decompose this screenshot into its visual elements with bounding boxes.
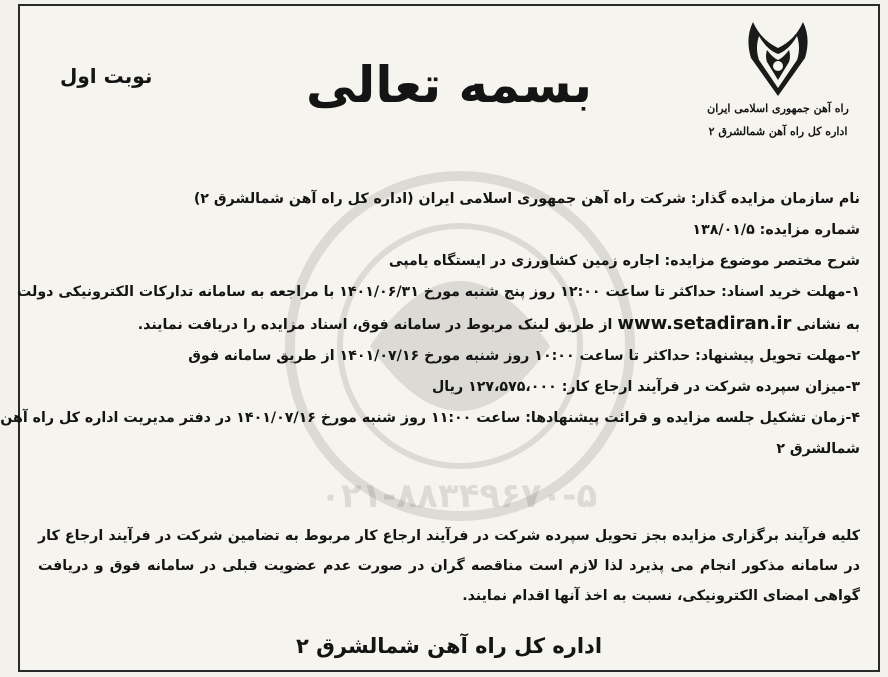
- page-title: بسمه تعالی: [305, 56, 593, 114]
- setadiran-link[interactable]: www.setadiran.ir: [617, 313, 792, 334]
- logo-org-name: راه آهن جمهوری اسلامی ایران: [707, 102, 849, 115]
- logo-department: اداره کل راه آهن شمالشرق ۲: [708, 125, 848, 138]
- item1-continuation: [38, 308, 860, 341]
- item4-line: ۴-زمان تشکیل جلسه مزایده و قرائت پیشنهادها: ساعت ۱۱:۰۰ روز شنبه مورخ ۱۴۰۱/۰۷/۱۶ در دفتر مدیریت اداره کل راه آهن: [0, 410, 860, 426]
- auction-details: [0, 184, 860, 465]
- item1-line: ۱-مهلت خرید اسناد: حداکثر تا ساعت ۱۲:۰۰ روز پنج شنبه مورخ ۱۴۰۱/۰۶/۳۱ با مراجعه به سامانه تدارکات الکترونیکی دولت: [16, 284, 860, 300]
- footer-signature: اداره کل راه آهن شمالشرق ۲: [295, 634, 603, 658]
- item2-line: ۲-مهلت تحویل پیشنهاد: حداکثر تا ساعت ۱۰:۰۰ روز شنبه مورخ ۱۴۰۱/۰۷/۱۶ از طریق سامانه فوق: [188, 348, 860, 364]
- watermark-phone: ۰۲۱-۸۸۳۴۹۶۷۰-۵: [320, 476, 598, 516]
- publication-round: نوبت اول: [60, 64, 153, 88]
- closing-paragraph: کلیه فرآیند برگزاری مزایده بجز تحویل سپرده شرکت در فرآیند ارجاع کار مربوط به تضامین شرکت در فرآیند ارجاع کار در سامانه مذکور انجام می پذیرد لذا لازم است مناقصه گران در صورت عدم عضویت قبلی در سامانه فوق و دریافت گواهی امضای الکترونیکی، نسبت به اخذ آنها اقدام نمایند.: [38, 528, 860, 604]
- item3-line: ۳-میزان سپرده شرکت در فرآیند ارجاع کار: ۱۲۷،۵۷۵،۰۰۰ ریال: [431, 379, 860, 395]
- auction-number-line: شماره مزایده: ۱۳۸/۰۱/۵: [692, 222, 860, 238]
- advertisement-page: [0, 4, 880, 672]
- item1-prefix: به نشانی: [796, 317, 860, 333]
- organizer-line: نام سازمان مزایده گذار: شرکت راه آهن جمهوری اسلامی ایران (اداره کل راه آهن شمالشرق ۲): [193, 191, 860, 207]
- subject-line: شرح مختصر موضوع مزایده: اجاره زمین کشاورزی در ایستگاه یامپی: [388, 253, 860, 269]
- item1-suffix: از طریق لینک مربوط در سامانه فوق، اسناد مزایده را دریافت نمایند.: [137, 317, 613, 333]
- item4-continuation: شمالشرق ۲: [776, 441, 860, 457]
